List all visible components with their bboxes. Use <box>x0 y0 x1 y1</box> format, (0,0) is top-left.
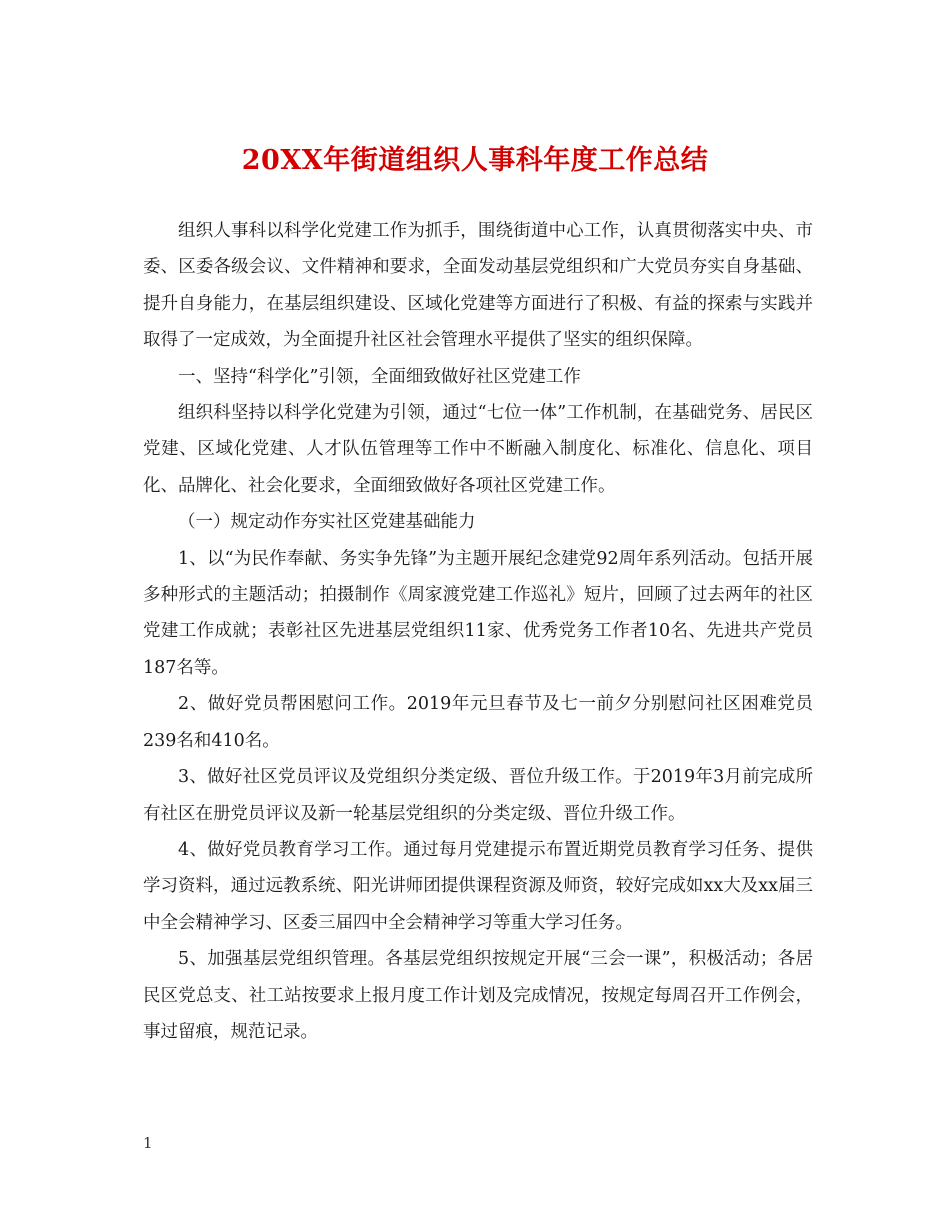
document-title: 20XX年街道组织人事科年度工作总结 <box>241 145 709 176</box>
paragraph-intro: 组织人事科以科学化党建工作为抓手，围绕街道中心工作，认真贯彻落实中央、市委、区委各级会议、文件精神和要求，全面发动基层党组织和广大党员夯实自身基础、提升自身能力，在基层组织建设、区域化党建等方面进行了积极、有益的探索与实践并取得了一定成效，为全面提升社区社会管理水平提供了坚实的组织保障。 <box>143 221 813 351</box>
list-item-4: 4、做好党员教育学习工作。通过每月党建提示布置近期党员教育学习任务、提供学习资料，通过远教系统、阳光讲师团提供课程资源及师资，较好完成如xx大及xx届三中全会精神学习、区委三届四中全会精神学习等重大学习任务。 <box>143 839 813 933</box>
page-number: 1 <box>143 1134 153 1152</box>
document-body <box>143 213 813 1050</box>
list-item-2: 2、做好党员帮困慰问工作。2019年元旦春节及七一前夕分别慰问社区困难党员239名和410名。 <box>143 694 813 751</box>
list-item-5: 5、加强基层党组织管理。各基层党组织按规定开展“三会一课”，积极活动；各居民区党总支、社工站按要求上报月度工作计划及完成情况，按规定每周召开工作例会，事过留痕，规范记录。 <box>143 949 813 1042</box>
paragraph-section-1: 组织科坚持以科学化党建为引领，通过“七位一体”工作机制，在基础党务、居民区党建、区域化党建、人才队伍管理等工作中不断融入制度化、标准化、信息化、项目化、品牌化、社会化要求，全面细致做好各项社区党建工作。 <box>143 403 813 496</box>
list-item-1: 1、以“为民作奉献、务实争先锋”为主题开展纪念建党92周年系列活动。包括开展多种形式的主题活动；拍摄制作《周家渡党建工作巡礼》短片，回顾了过去两年的社区党建工作成就；表彰社区先进基层党组织11家、优秀党务工作者10名、先进共产党员187名等。 <box>143 548 813 678</box>
subsection-heading-1: （一）规定动作夯实社区党建基础能力 <box>178 512 476 533</box>
section-heading-1: 一、坚持“科学化”引领，全面细致做好社区党建工作 <box>178 366 581 387</box>
list-item-3: 3、做好社区党员评议及党组织分类定级、晋位升级工作。于2019年3月前完成所有社区在册党员评议及新一轮基层党组织的分类定级、晋位升级工作。 <box>143 767 813 824</box>
